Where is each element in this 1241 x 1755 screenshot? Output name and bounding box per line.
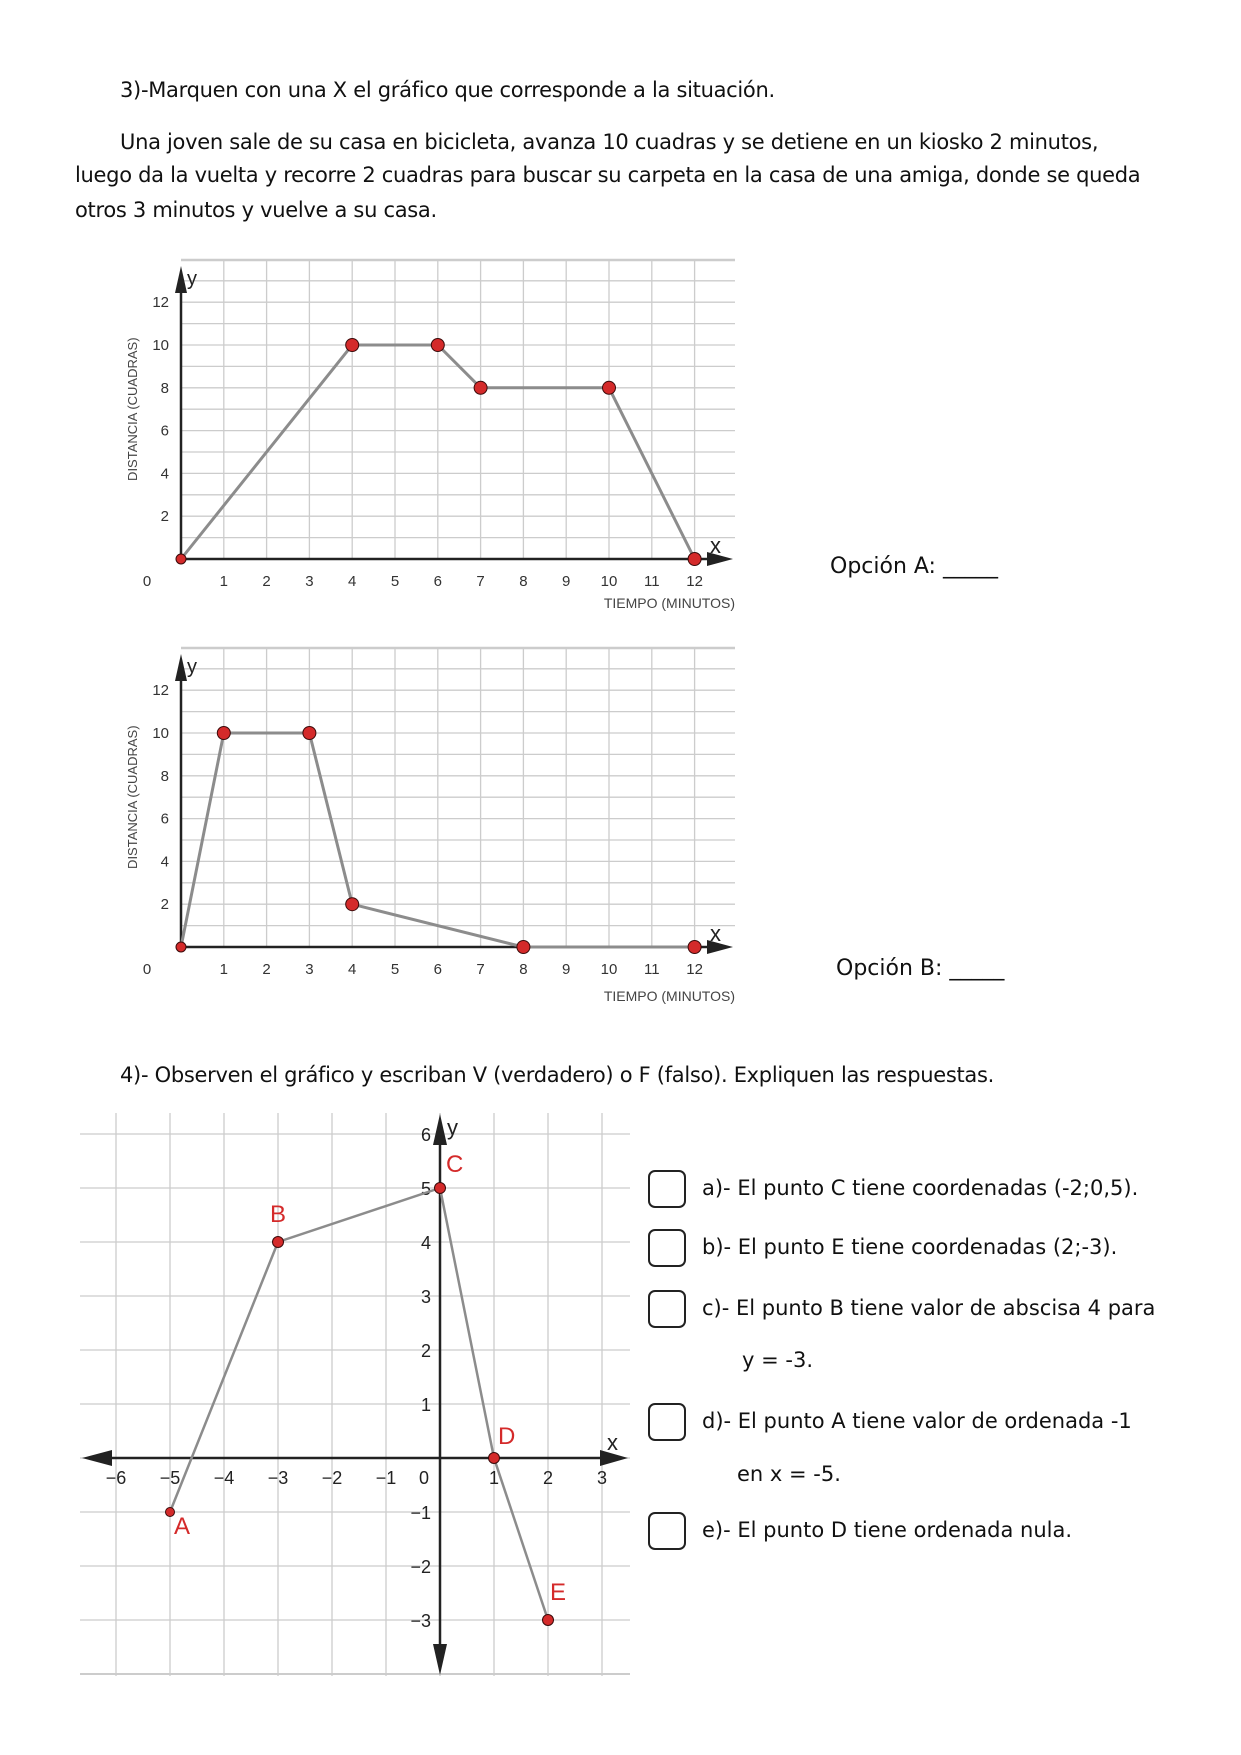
- x-tick-label: −3: [267, 1468, 289, 1488]
- x-tick-label: 10: [600, 573, 618, 590]
- statement-e: e)- El punto D tiene ordenada nula.: [702, 1518, 1073, 1542]
- y-axis-title: DISTANCIA (CUADRAS): [125, 725, 140, 869]
- statement-a: a)- El punto C tiene coordenadas (-2;0,5).: [702, 1176, 1139, 1200]
- x-tick-label: 10: [600, 961, 618, 978]
- y-tick-label: 10: [152, 337, 169, 354]
- x-tick-label: 1: [219, 961, 228, 978]
- point-b: [273, 1237, 284, 1248]
- answer-checkbox-c[interactable]: [648, 1290, 686, 1328]
- x-tick-label: −5: [159, 1468, 181, 1488]
- exercise-4-title: 4)- Observen el gráfico y escriban V (verdadero) o F (falso). Expliquen las respuestas.: [120, 1063, 995, 1087]
- point-label-a: A: [174, 1513, 191, 1540]
- x-tick-label: −6: [105, 1468, 127, 1488]
- point-e: [543, 1615, 554, 1626]
- y-tick-label: 3: [420, 1287, 431, 1307]
- y-tick-label: 2: [160, 896, 169, 914]
- y-tick-label: 5: [420, 1179, 431, 1199]
- x-tick-label: 4: [348, 573, 357, 590]
- x-tick-label: 8: [519, 573, 528, 590]
- y-axis-up-arrow-icon: [433, 1114, 447, 1145]
- point-label-d: D: [498, 1423, 516, 1450]
- y-axis-name: y: [187, 268, 197, 290]
- exercise-3-paragraph-line-3: otros 3 minutos y vuelve a su casa.: [75, 198, 437, 222]
- x-tick-label: 1: [488, 1468, 500, 1488]
- x-tick-label: 2: [262, 573, 271, 590]
- x-tick-label: 9: [562, 961, 571, 978]
- x-tick-label: 11: [644, 573, 660, 590]
- x-tick-label: 4: [348, 961, 357, 978]
- x-tick-label: 11: [644, 961, 660, 978]
- y-tick-label: 12: [152, 294, 169, 312]
- x-axis-left-arrow-icon: [82, 1450, 112, 1466]
- x-tick-label: 12: [686, 573, 703, 590]
- x-tick-label: 9: [562, 573, 571, 590]
- x-tick-label: −1: [375, 1468, 397, 1488]
- answer-checkbox-b[interactable]: [648, 1229, 686, 1267]
- x-tick-label: 6: [433, 573, 442, 590]
- y-tick-label: 10: [152, 725, 169, 742]
- x-tick-label: 0: [142, 573, 152, 590]
- y-tick-label: 8: [160, 379, 169, 397]
- statement-b: b)- El punto E tiene coordenadas (2;-3).: [702, 1235, 1118, 1259]
- x-tick-label: 0: [418, 1468, 430, 1488]
- x-tick-label: 3: [305, 961, 314, 978]
- y-tick-label: 8: [160, 767, 169, 785]
- y-tick-label: −2: [410, 1557, 431, 1577]
- y-axis-down-arrow-icon: [433, 1644, 447, 1675]
- x-tick-label: 7: [476, 961, 485, 978]
- y-tick-label: 6: [420, 1125, 431, 1145]
- y-axis-title: DISTANCIA (CUADRAS): [125, 337, 140, 481]
- y-tick-label: 6: [160, 422, 169, 440]
- x-axis-name: x: [607, 1430, 618, 1455]
- answer-checkbox-d[interactable]: [648, 1403, 686, 1441]
- statement-c-line-2: y = -3.: [742, 1348, 813, 1372]
- x-tick-label: −2: [321, 1468, 343, 1488]
- y-tick-label: −3: [410, 1611, 431, 1631]
- x-tick-label: 2: [542, 1468, 554, 1488]
- y-tick-label: −1: [410, 1503, 431, 1523]
- x-tick-label: 3: [305, 573, 314, 590]
- y-tick-label: 6: [160, 810, 169, 828]
- point-label-b: B: [270, 1201, 287, 1228]
- point-label-e: E: [550, 1579, 567, 1606]
- y-tick-label: 4: [420, 1233, 431, 1253]
- x-tick-label: 0: [142, 961, 152, 978]
- x-tick-label: 7: [476, 573, 485, 590]
- point-c: [435, 1183, 446, 1194]
- y-tick-label: 2: [420, 1341, 431, 1361]
- y-tick-label: 4: [160, 465, 169, 483]
- x-tick-label: 5: [390, 573, 400, 590]
- x-axis-title: TIEMPO (MINUTOS): [603, 595, 735, 611]
- x-tick-label: −4: [213, 1468, 235, 1488]
- statement-c-line-1: c)- El punto B tiene valor de abscisa 4 para: [702, 1296, 1156, 1320]
- x-tick-label: 5: [390, 961, 400, 978]
- point-d: [489, 1453, 500, 1464]
- statement-d-line-2: en x = -5.: [737, 1462, 841, 1486]
- x-axis-name: x: [710, 533, 721, 558]
- y-tick-label: 12: [152, 682, 169, 700]
- option-b-answer-field[interactable]: Opción B: _____: [836, 956, 1005, 981]
- x-tick-label: 3: [596, 1468, 608, 1488]
- answer-checkbox-a[interactable]: [648, 1170, 686, 1208]
- y-axis-name: y: [447, 1115, 458, 1140]
- x-axis-title: TIEMPO (MINUTOS): [603, 988, 735, 1004]
- y-tick-label: 4: [160, 853, 169, 871]
- x-tick-label: 1: [219, 573, 228, 590]
- y-axis-name: y: [187, 656, 197, 678]
- exercise-3-paragraph-line-1: Una joven sale de su casa en bicicleta, avanza 10 cuadras y se detiene en un kiosko 2 minutos,: [120, 130, 1099, 154]
- exercise-3-title: 3)-Marquen con una X el gráfico que corresponde a la situación.: [120, 78, 775, 102]
- y-tick-label: 2: [160, 508, 169, 526]
- y-tick-label: 1: [420, 1395, 431, 1415]
- option-a-answer-field[interactable]: Opción A: _____: [830, 554, 998, 579]
- x-tick-label: 6: [433, 961, 442, 978]
- x-tick-label: 8: [519, 961, 528, 978]
- x-tick-label: 2: [262, 961, 271, 978]
- x-tick-label: 12: [686, 961, 703, 978]
- x-axis-name: x: [710, 921, 721, 946]
- point-label-c: C: [446, 1151, 464, 1178]
- statement-d-line-1: d)- El punto A tiene valor de ordenada -1: [702, 1409, 1132, 1433]
- exercise-3-paragraph-line-2: luego da la vuelta y recorre 2 cuadras para buscar su carpeta en la casa de una amiga, donde se queda: [75, 163, 1141, 187]
- answer-checkbox-e[interactable]: [648, 1512, 686, 1550]
